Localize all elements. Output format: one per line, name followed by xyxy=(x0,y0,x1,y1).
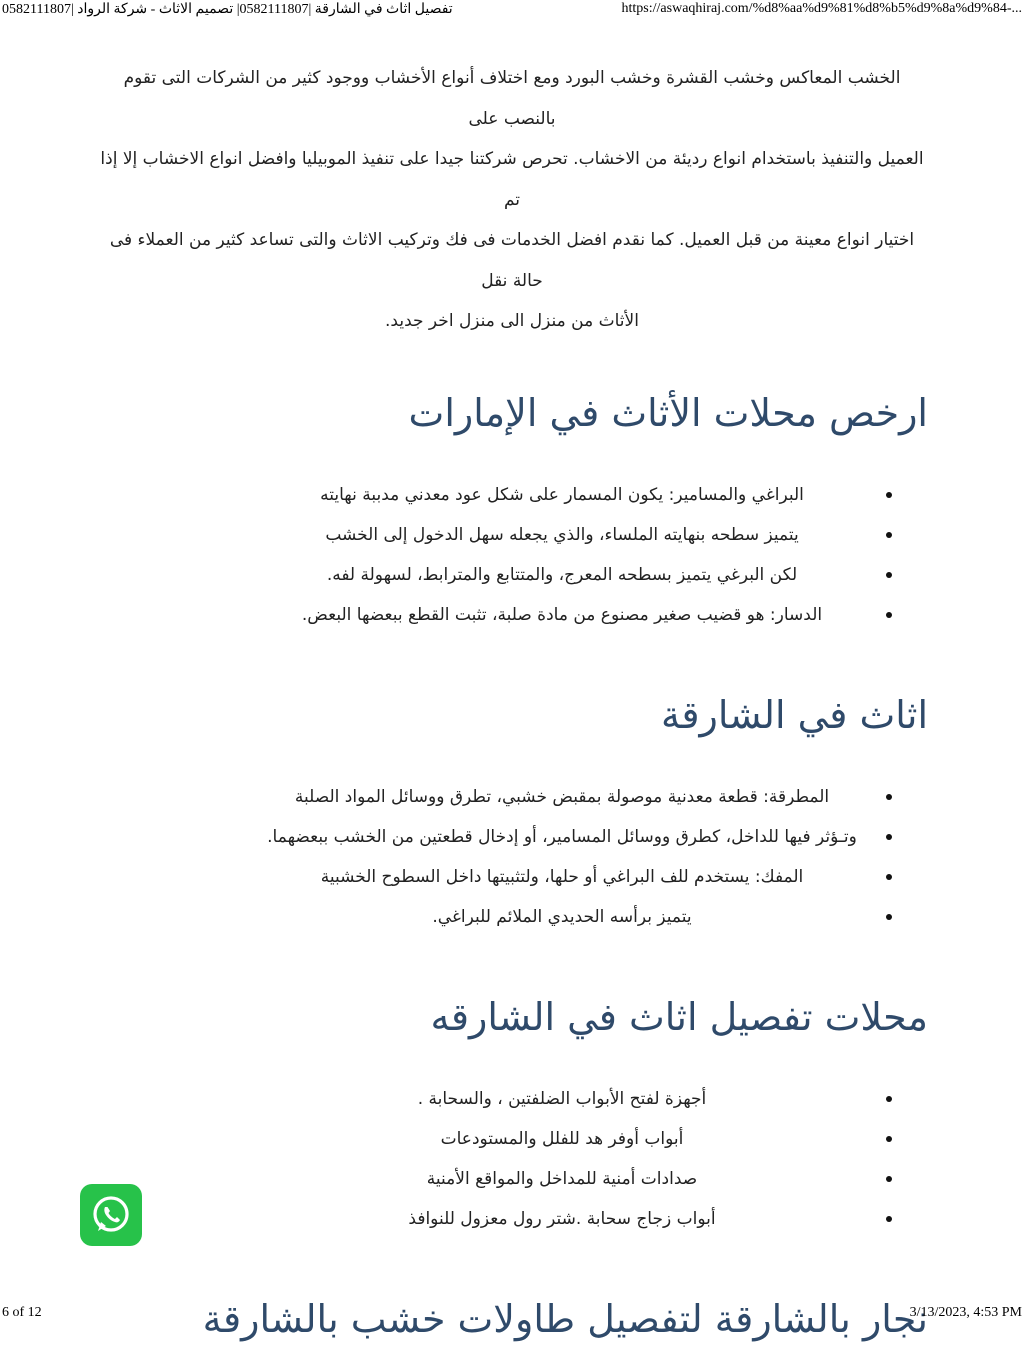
whatsapp-button[interactable] xyxy=(80,1184,142,1246)
section-heading: نجار بالشارقة لتفصيل طاولات خشب بالشارقة xyxy=(202,1296,928,1341)
intro-line: العميل والتنفيذ باستخدام انواع رديئة من الاخشاب. تحرص شركتنا جيدا على تنفيذ الموبيليا وافضل انواع الاخشاب إلا إذا تم xyxy=(100,149,924,210)
list-item: المطرقة: قطعة معدنية موصولة بمقبض خشبي، تطرق ووسائل المواد الصلبة xyxy=(96,777,928,817)
section-heading: محلات تفصيل اثاث في الشارقه xyxy=(430,994,928,1039)
list-item: أجهزة لفتح الأبواب الضلفتين ، والسحابة . xyxy=(96,1079,928,1119)
list-item: صدادات أمنية للمداخل والمواقع الأمنية xyxy=(96,1159,928,1199)
section-heading: اثاث في الشارقة xyxy=(661,692,928,737)
bullet-list xyxy=(96,1079,928,1239)
intro-line: الخشب المعاكس وخشب القشرة وخشب البورد ومع اختلاف أنواع الأخشاب ووجود كثير من الشركات التى تقوم بالنصب على xyxy=(123,68,901,129)
print-header-title: تفصيل اثاث في الشارقة |0582111807| تصميم الاثاث - شركة الرواد |0582111807 xyxy=(2,2,453,17)
section-heading: ارخص محلات الأثاث في الإمارات xyxy=(408,390,928,435)
intro-line: اختيار انواع معينة من قبل العميل. كما نقدم افضل الخدمات فى فك وتركيب الاثاث والتى تساعد كثير من العملاء فى حالة نقل xyxy=(109,230,915,291)
list-item: وتـؤثر فيها للداخل، كطرق ووسائل المسامير، أو إدخال قطعتين من الخشب ببعضهما. xyxy=(96,817,928,857)
bullet-list xyxy=(96,475,928,635)
list-item: أبواب أوفر هد للفلل والمستودعات xyxy=(96,1119,928,1159)
print-header xyxy=(0,0,1024,22)
print-footer xyxy=(0,1303,1024,1325)
print-datetime: 3/13/2023, 4:53 PM xyxy=(909,1305,1022,1320)
list-item: أبواب زجاج سحابة .شتر رول معزول للنوافذ xyxy=(96,1199,928,1239)
whatsapp-icon xyxy=(89,1193,133,1237)
list-item: البراغي والمسامير: يكون المسمار على شكل عود معدني مدببة نهايته xyxy=(96,475,928,515)
print-header-url: https://aswaqhiraj.com/%d8%aa%d9%81%d8%b5%d9%8a%d9%84-... xyxy=(621,1,1022,16)
bullet-list xyxy=(96,777,928,937)
list-item: يتميز سطحه بنهايته الملساء، والذي يجعله سهل الدخول إلى الخشب xyxy=(96,515,928,555)
article-content xyxy=(96,58,928,1347)
list-item: الدسار: هو قضيب صغير مصنوع من مادة صلبة، تثبت القطع ببعضها البعض. xyxy=(96,595,928,635)
page-number: 6 of 12 xyxy=(2,1305,42,1320)
list-item: المفك: يستخدم للف البراغي أو حلها، ولتثبيتها داخل السطوح الخشبية xyxy=(96,857,928,897)
intro-paragraph xyxy=(96,58,928,342)
list-item: لكن البرغي يتميز بسطحه المعرج، والمتتابع والمترابط، لسهولة لفه. xyxy=(96,555,928,595)
intro-line: الأثاث من منزل الى منزل اخر جديد. xyxy=(385,311,639,331)
list-item: يتميز برأسه الحديدي الملائم للبراغي. xyxy=(96,897,928,937)
